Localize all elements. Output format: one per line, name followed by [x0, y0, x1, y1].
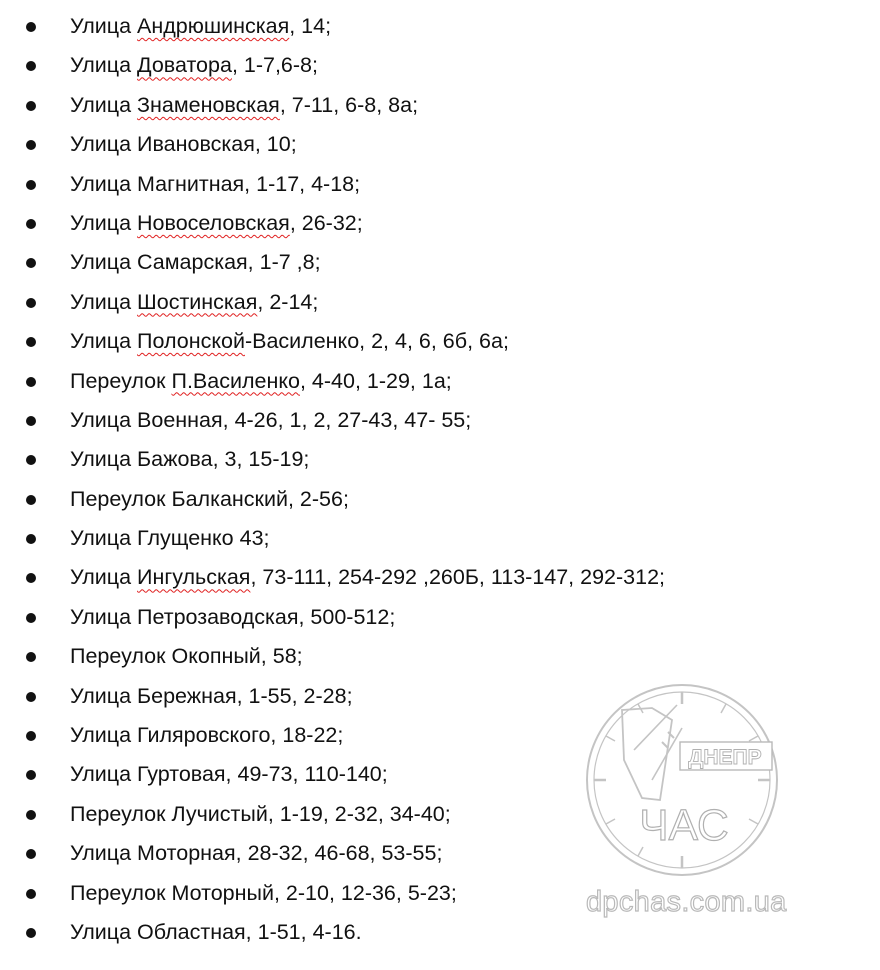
bullet-icon: [26, 928, 36, 938]
list-item-text: [70, 243, 321, 282]
list-item: [0, 637, 880, 676]
bullet-icon: [26, 140, 36, 150]
spellcheck-word: Шостинская: [137, 289, 258, 314]
list-item-text: [70, 874, 457, 913]
text-segment: Улица: [70, 565, 138, 590]
text-segment: Улица Военная, 4-26, 1, 2, 27-43, 47- 55;: [70, 407, 472, 432]
list-item-text: [70, 519, 270, 558]
bullet-icon: [26, 337, 36, 347]
list-item: [0, 46, 880, 85]
list-item-text: [70, 283, 318, 322]
text-segment: , 1-7,6-8;: [231, 53, 318, 78]
text-segment: , 26-32;: [289, 210, 363, 235]
list-item-text: [70, 677, 353, 716]
bullet-icon: [26, 573, 36, 583]
watermark-caption: dpchas.com.ua: [586, 886, 787, 918]
list-item-text: [70, 637, 303, 676]
bullet-icon: [26, 61, 36, 71]
list-item-text: [70, 558, 665, 597]
list-item-text: [70, 86, 418, 125]
list-item-text: [70, 598, 395, 637]
bullet-icon: [26, 416, 36, 426]
text-segment: , 7-11, 6-8, 8а;: [279, 92, 419, 117]
text-segment: Улица Гиляровского, 18-22;: [70, 723, 344, 748]
bullet-icon: [26, 22, 36, 32]
bullet-icon: [26, 219, 36, 229]
text-segment: Улица: [70, 289, 138, 314]
spellcheck-word: Знаменовская: [137, 92, 280, 117]
text-segment: Улица Ивановская, 10;: [70, 132, 297, 157]
list-item-text: [70, 46, 318, 85]
spellcheck-word: Андрюшинская: [137, 14, 290, 38]
text-segment: Улица Бажова, 3, 15-19;: [70, 447, 310, 472]
text-segment: Улица Глущенко 43;: [70, 526, 270, 551]
spellcheck-word: П.Василенко: [171, 368, 300, 393]
list-item: [0, 480, 880, 519]
list-item: [0, 362, 880, 401]
text-segment: Переулок: [70, 368, 172, 393]
bullet-icon: [26, 731, 36, 741]
text-segment: Переулок Балканский, 2-56;: [70, 486, 349, 511]
watermark-logo-word: ДНЕПР: [688, 746, 762, 769]
watermark-logo: [582, 680, 782, 880]
text-segment: Переулок Лучистый, 1-19, 2-32, 34-40;: [70, 801, 451, 826]
bullet-icon: [26, 889, 36, 899]
text-segment: Улица Гуртовая, 49-73, 110-140;: [70, 762, 388, 787]
text-segment: Улица Магнитная, 1-17, 4-18;: [70, 171, 361, 196]
text-segment: Переулок Моторный, 2-10, 12-36, 5-23;: [70, 880, 457, 905]
list-item-text: [70, 755, 388, 794]
text-segment: Переулок Окопный, 58;: [70, 644, 303, 669]
bullet-icon: [26, 377, 36, 387]
text-segment: -Василенко, 2, 4, 6, 6б, 6а;: [244, 329, 509, 354]
list-item-text: [70, 913, 362, 952]
text-segment: Улица: [70, 53, 138, 78]
text-segment: Улица Бережная, 1-55, 2-28;: [70, 683, 353, 708]
text-segment: Улица: [70, 92, 138, 117]
bullet-icon: [26, 101, 36, 111]
text-segment: Улица Областная, 1-51, 4-16.: [70, 919, 362, 944]
spellcheck-word: Ингульская: [137, 565, 251, 590]
text-segment: , 4-40, 1-29, 1а;: [299, 368, 452, 393]
list-item: [0, 440, 880, 479]
list-item-text: [70, 480, 349, 519]
bullet-icon: [26, 692, 36, 702]
spellcheck-word: Полонской: [137, 329, 245, 354]
bullet-icon: [26, 652, 36, 662]
bullet-icon: [26, 258, 36, 268]
bullet-icon: [26, 180, 36, 190]
text-segment: Улица Петрозаводская, 500-512;: [70, 604, 396, 629]
bullet-icon: [26, 849, 36, 859]
list-item: [0, 519, 880, 558]
bullet-icon: [26, 495, 36, 505]
bullet-icon: [26, 613, 36, 623]
text-segment: , 2-14;: [257, 289, 319, 314]
list-item-text: [70, 795, 451, 834]
list-item-text: [70, 716, 343, 755]
list-item: [0, 125, 880, 164]
spellcheck-word: Доватора: [137, 53, 232, 78]
list-item: [0, 243, 880, 282]
list-item-text: [70, 322, 509, 361]
bullet-icon: [26, 770, 36, 780]
list-item: [0, 204, 880, 243]
list-item-text: [70, 440, 309, 479]
text-segment: , 73-111, 254-292 ,260Б, 113-147, 292-312;: [250, 565, 666, 590]
list-item-text: [70, 401, 471, 440]
list-item-text: [70, 125, 297, 164]
list-item: [0, 598, 880, 637]
list-item-text: [70, 204, 363, 243]
watermark-logo-letters: ЧАС: [639, 801, 729, 850]
list-item-text: [70, 7, 331, 46]
list-item: [0, 165, 880, 204]
bullet-icon: [26, 298, 36, 308]
list-item: [0, 283, 880, 322]
text-segment: Улица: [70, 14, 138, 38]
list-item: [0, 558, 880, 597]
list-item: [0, 7, 880, 46]
text-segment: Улица: [70, 210, 138, 235]
list-item-text: [70, 165, 360, 204]
list-item: [0, 322, 880, 361]
bullet-icon: [26, 810, 36, 820]
list-item-text: [70, 834, 442, 873]
list-item: [0, 401, 880, 440]
text-segment: Улица Самарская, 1-7 ,8;: [70, 250, 321, 275]
bullet-icon: [26, 455, 36, 465]
text-segment: Улица Моторная, 28-32, 46-68, 53-55;: [70, 841, 443, 866]
list-item-text: [70, 362, 452, 401]
spellcheck-word: Новоселовская: [137, 210, 290, 235]
bullet-icon: [26, 534, 36, 544]
text-segment: , 14;: [289, 14, 332, 38]
list-item: [0, 86, 880, 125]
text-segment: Улица: [70, 329, 138, 354]
